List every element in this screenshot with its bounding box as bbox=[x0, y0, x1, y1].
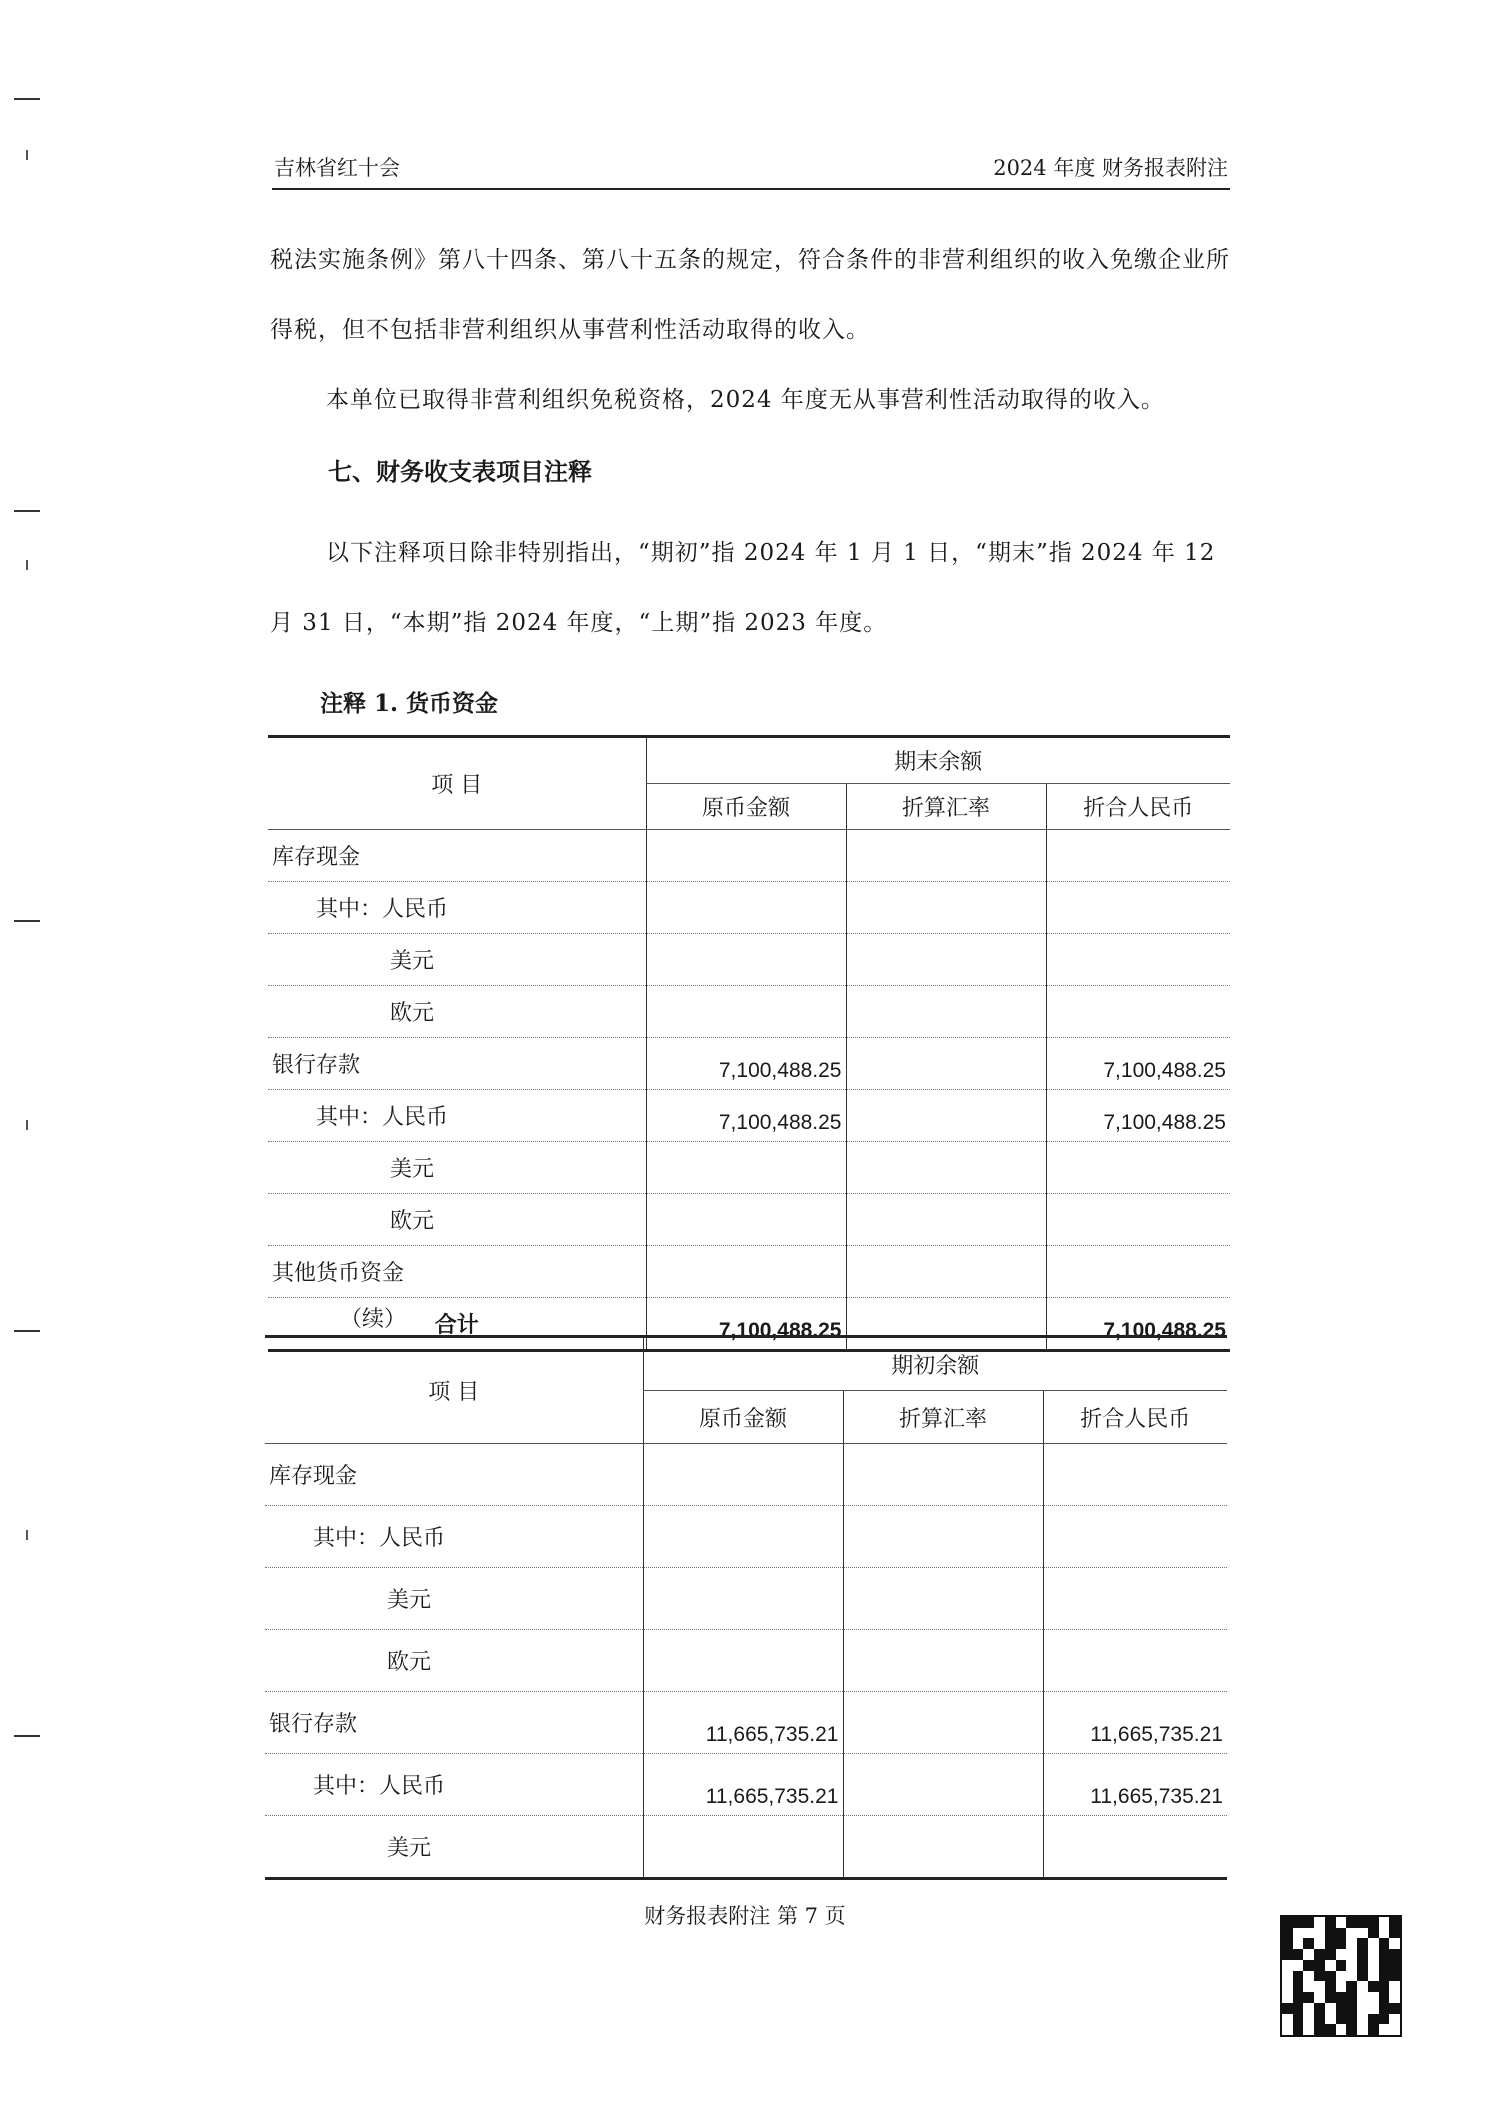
qr-module bbox=[1379, 2024, 1390, 2035]
page-header bbox=[272, 150, 1230, 190]
qr-module bbox=[1379, 1928, 1390, 1939]
qr-module bbox=[1389, 1938, 1400, 1949]
row-label: 美元 bbox=[265, 1816, 643, 1879]
cell-rmb bbox=[1046, 830, 1230, 882]
cell-rate bbox=[846, 934, 1046, 986]
qr-module bbox=[1379, 1960, 1390, 1971]
cell-rmb bbox=[1043, 1568, 1227, 1630]
qr-module bbox=[1282, 1971, 1293, 1982]
margin-mark bbox=[14, 920, 40, 922]
qr-module bbox=[1303, 1981, 1314, 1992]
qr-module bbox=[1357, 1992, 1368, 2003]
cell-rmb bbox=[1046, 986, 1230, 1038]
qr-module bbox=[1293, 1992, 1304, 2003]
margin-mark bbox=[14, 510, 40, 512]
qr-module bbox=[1389, 2024, 1400, 2035]
col-header-orig: 原币金额 bbox=[643, 1391, 843, 1444]
qr-module bbox=[1293, 2024, 1304, 2035]
table-row bbox=[268, 1194, 1230, 1246]
qr-module bbox=[1357, 1938, 1368, 1949]
qr-module bbox=[1389, 1960, 1400, 1971]
qr-module bbox=[1325, 1917, 1336, 1928]
cell-orig bbox=[643, 1506, 843, 1568]
qr-module bbox=[1293, 2014, 1304, 2025]
qr-module bbox=[1379, 1949, 1390, 1960]
cell-orig bbox=[646, 830, 846, 882]
qr-module bbox=[1303, 2003, 1314, 2014]
qr-module bbox=[1314, 1928, 1325, 1939]
col-header-rmb: 折合人民币 bbox=[1043, 1391, 1227, 1444]
qr-module bbox=[1282, 1960, 1293, 1971]
table-caption: 注释 1. 货币资金 bbox=[320, 690, 499, 717]
cell-orig bbox=[643, 1630, 843, 1692]
qr-module bbox=[1346, 1981, 1357, 1992]
margin-mark bbox=[14, 1330, 40, 1332]
qr-module bbox=[1389, 1971, 1400, 1982]
qr-module bbox=[1379, 1938, 1390, 1949]
row-label: 其中：人民币 bbox=[265, 1506, 643, 1568]
qr-module bbox=[1325, 1949, 1336, 1960]
qr-module bbox=[1282, 1938, 1293, 1949]
qr-module bbox=[1314, 1949, 1325, 1960]
col-header-rate: 折算汇率 bbox=[846, 784, 1046, 830]
qr-module bbox=[1336, 1928, 1347, 1939]
cell-orig: 7,100,488.25 bbox=[646, 1090, 846, 1142]
section-title: 七、财务收支表项目注释 bbox=[328, 457, 592, 486]
qr-module bbox=[1368, 2024, 1379, 2035]
row-label: 欧元 bbox=[268, 1194, 646, 1246]
row-label: 银行存款 bbox=[268, 1038, 646, 1090]
continued-label: （续） bbox=[340, 1307, 407, 1332]
qr-module bbox=[1314, 2024, 1325, 2035]
qr-module bbox=[1368, 1949, 1379, 1960]
cell-rmb bbox=[1043, 1444, 1227, 1506]
qr-module bbox=[1282, 1981, 1293, 1992]
qr-module bbox=[1368, 1992, 1379, 2003]
qr-module bbox=[1346, 1992, 1357, 2003]
total-label: 合计 bbox=[268, 1298, 646, 1351]
qr-module bbox=[1379, 1971, 1390, 1982]
row-label: 其他货币资金 bbox=[268, 1246, 646, 1298]
qr-module bbox=[1314, 1938, 1325, 1949]
qr-module bbox=[1282, 1917, 1293, 1928]
cell-rate bbox=[846, 830, 1046, 882]
qr-module bbox=[1368, 1917, 1379, 1928]
qr-module bbox=[1336, 2024, 1347, 2035]
row-label: 其中：人民币 bbox=[268, 882, 646, 934]
table-row bbox=[268, 1038, 1230, 1090]
group-header: 期末余额 bbox=[646, 737, 1230, 784]
qr-module bbox=[1346, 1938, 1357, 1949]
table-row bbox=[268, 986, 1230, 1038]
table-row bbox=[265, 1692, 1227, 1754]
margin-mark bbox=[14, 98, 40, 100]
cell-rmb bbox=[1043, 1506, 1227, 1568]
cell-rate bbox=[846, 1090, 1046, 1142]
cell-orig bbox=[646, 1194, 846, 1246]
qr-module bbox=[1325, 1981, 1336, 1992]
margin-mark bbox=[14, 1735, 40, 1737]
row-label: 美元 bbox=[268, 1142, 646, 1194]
header-report-title: 2024 年度 财务报表附注 bbox=[993, 156, 1228, 180]
cell-orig bbox=[646, 1246, 846, 1298]
cell-orig bbox=[646, 1142, 846, 1194]
qr-module bbox=[1346, 1960, 1357, 1971]
cell-orig bbox=[643, 1568, 843, 1630]
cell-rmb: 11,665,735.21 bbox=[1043, 1692, 1227, 1754]
qr-module bbox=[1336, 1938, 1347, 1949]
qr-module bbox=[1303, 1938, 1314, 1949]
cell-rate bbox=[846, 986, 1046, 1038]
cell-rmb bbox=[1046, 934, 1230, 986]
qr-module bbox=[1346, 1928, 1357, 1939]
total-rmb: 7,100,488.25 bbox=[1046, 1298, 1230, 1351]
qr-module bbox=[1389, 2014, 1400, 2025]
paragraph-period-definitions: 以下注释项日除非特别指出，“期初”指 2024 年 1 月 1 日，“期末”指 2024 年 12 月 31 日，“本期”指 2024 年度，“上期”指 2023 年度。 bbox=[270, 540, 1216, 636]
row-label: 美元 bbox=[265, 1568, 643, 1630]
table-header-row bbox=[265, 1337, 1227, 1391]
qr-module bbox=[1368, 1960, 1379, 1971]
cell-rate bbox=[846, 882, 1046, 934]
qr-module bbox=[1314, 1971, 1325, 1982]
col-item-header: 项 目 bbox=[268, 737, 646, 830]
table-row bbox=[265, 1816, 1227, 1879]
qr-module bbox=[1293, 1981, 1304, 1992]
qr-module bbox=[1357, 2014, 1368, 2025]
margin-tick bbox=[26, 150, 28, 160]
group-header: 期初余额 bbox=[643, 1337, 1227, 1391]
table-row bbox=[268, 882, 1230, 934]
table-header-row bbox=[268, 737, 1230, 784]
cell-rate bbox=[843, 1816, 1043, 1879]
qr-module bbox=[1303, 1960, 1314, 1971]
qr-module bbox=[1303, 1917, 1314, 1928]
cell-orig bbox=[643, 1444, 843, 1506]
qr-module bbox=[1357, 2003, 1368, 2014]
qr-module bbox=[1314, 2003, 1325, 2014]
table-row bbox=[265, 1754, 1227, 1816]
cell-orig bbox=[646, 986, 846, 1038]
table-row bbox=[265, 1630, 1227, 1692]
qr-module bbox=[1325, 2003, 1336, 2014]
row-label: 其中：人民币 bbox=[268, 1090, 646, 1142]
cell-orig bbox=[646, 934, 846, 986]
qr-module bbox=[1282, 2014, 1293, 2025]
qr-module bbox=[1379, 2003, 1390, 2014]
qr-module bbox=[1368, 1981, 1379, 1992]
margin-tick bbox=[26, 1530, 28, 1540]
qr-module bbox=[1303, 1992, 1314, 2003]
qr-module bbox=[1357, 1981, 1368, 1992]
cell-rate bbox=[846, 1246, 1046, 1298]
cell-rmb bbox=[1046, 1194, 1230, 1246]
qr-module bbox=[1336, 1992, 1347, 2003]
cell-rmb bbox=[1043, 1816, 1227, 1879]
qr-module bbox=[1293, 1928, 1304, 1939]
qr-module bbox=[1336, 1949, 1347, 1960]
qr-module bbox=[1282, 1949, 1293, 1960]
qr-module bbox=[1379, 1917, 1390, 1928]
qr-module bbox=[1357, 2024, 1368, 2035]
qr-module bbox=[1389, 2003, 1400, 2014]
qr-module bbox=[1325, 1938, 1336, 1949]
qr-module bbox=[1357, 1960, 1368, 1971]
cell-rate bbox=[843, 1630, 1043, 1692]
qr-module bbox=[1293, 1971, 1304, 1982]
qr-module bbox=[1368, 2003, 1379, 2014]
cell-rate bbox=[843, 1754, 1043, 1816]
qr-module bbox=[1325, 1971, 1336, 1982]
row-label: 其中：人民币 bbox=[265, 1754, 643, 1816]
table-row bbox=[265, 1506, 1227, 1568]
qr-module bbox=[1389, 1917, 1400, 1928]
col-header-rmb: 折合人民币 bbox=[1046, 784, 1230, 830]
cell-orig: 11,665,735.21 bbox=[643, 1692, 843, 1754]
qr-module bbox=[1379, 1981, 1390, 1992]
table-row bbox=[268, 1090, 1230, 1142]
cell-rate bbox=[843, 1568, 1043, 1630]
cell-orig bbox=[646, 882, 846, 934]
row-label: 欧元 bbox=[268, 986, 646, 1038]
table-row bbox=[268, 1142, 1230, 1194]
qr-module bbox=[1357, 1949, 1368, 1960]
qr-module bbox=[1389, 1949, 1400, 1960]
qr-module bbox=[1346, 1971, 1357, 1982]
qr-module bbox=[1293, 2003, 1304, 2014]
qr-module bbox=[1346, 1949, 1357, 1960]
cell-rate bbox=[846, 1142, 1046, 1194]
cell-rmb: 7,100,488.25 bbox=[1046, 1090, 1230, 1142]
cell-rate bbox=[843, 1444, 1043, 1506]
qr-module bbox=[1314, 2014, 1325, 2025]
qr-module bbox=[1368, 1928, 1379, 1939]
page-footer: 财务报表附注 第 7 页 bbox=[644, 1904, 846, 1928]
margin-tick bbox=[26, 560, 28, 570]
table-row bbox=[268, 830, 1230, 882]
qr-module bbox=[1336, 1960, 1347, 1971]
cell-orig bbox=[643, 1816, 843, 1879]
row-label: 欧元 bbox=[265, 1630, 643, 1692]
monetary-funds-table-end bbox=[268, 735, 1230, 1352]
qr-module bbox=[1336, 1917, 1347, 1928]
cell-rmb bbox=[1046, 882, 1230, 934]
row-label: 银行存款 bbox=[265, 1692, 643, 1754]
col-item-header: 项 目 bbox=[265, 1337, 643, 1444]
qr-module bbox=[1303, 1971, 1314, 1982]
qr-module bbox=[1303, 1928, 1314, 1939]
paragraph-tax-exempt: 本单位已取得非营利组织免税资格，2024 年度无从事营利性活动取得的收入。 bbox=[326, 387, 1165, 413]
qr-module bbox=[1293, 1960, 1304, 1971]
qr-module bbox=[1282, 1928, 1293, 1939]
qr-module bbox=[1368, 2014, 1379, 2025]
qr-module bbox=[1303, 2024, 1314, 2035]
qr-module bbox=[1357, 1928, 1368, 1939]
header-org: 吉林省红十会 bbox=[274, 156, 400, 180]
monetary-funds-table-begin bbox=[265, 1335, 1227, 1880]
row-label: 库存现金 bbox=[265, 1444, 643, 1506]
qr-module bbox=[1314, 1992, 1325, 2003]
qr-code-icon bbox=[1280, 1915, 1402, 2037]
paragraph-tax-law: 税法实施条例》第八十四条、第八十五条的规定，符合条件的非营利组织的收入免缴企业所得税，但不包括非营利组织从事营利性活动取得的收入。 bbox=[270, 247, 1230, 343]
qr-module bbox=[1314, 1960, 1325, 1971]
cell-rate bbox=[843, 1506, 1043, 1568]
row-label: 库存现金 bbox=[268, 830, 646, 882]
qr-module bbox=[1303, 1949, 1314, 1960]
qr-module bbox=[1325, 1960, 1336, 1971]
total-orig: 7,100,488.25 bbox=[646, 1298, 846, 1351]
qr-module bbox=[1346, 2003, 1357, 2014]
cell-rate bbox=[846, 1038, 1046, 1090]
qr-module bbox=[1325, 2024, 1336, 2035]
qr-module bbox=[1357, 1971, 1368, 1982]
qr-module bbox=[1314, 1917, 1325, 1928]
qr-module bbox=[1325, 2014, 1336, 2025]
qr-module bbox=[1389, 1928, 1400, 1939]
qr-module bbox=[1325, 1992, 1336, 2003]
qr-module bbox=[1368, 1938, 1379, 1949]
cell-rmb: 7,100,488.25 bbox=[1046, 1038, 1230, 1090]
table-row bbox=[268, 1246, 1230, 1298]
cell-rmb bbox=[1046, 1246, 1230, 1298]
qr-module bbox=[1336, 2014, 1347, 2025]
table-row bbox=[268, 934, 1230, 986]
cell-rate bbox=[843, 1692, 1043, 1754]
qr-module bbox=[1389, 1981, 1400, 1992]
qr-module bbox=[1303, 2014, 1314, 2025]
qr-module bbox=[1293, 1938, 1304, 1949]
table-row bbox=[265, 1568, 1227, 1630]
cell-orig: 7,100,488.25 bbox=[646, 1038, 846, 1090]
cell-rmb bbox=[1046, 1142, 1230, 1194]
qr-module bbox=[1336, 2003, 1347, 2014]
margin-tick bbox=[26, 1120, 28, 1130]
cell-rate bbox=[846, 1194, 1046, 1246]
table-row bbox=[265, 1444, 1227, 1506]
cell-rmb: 11,665,735.21 bbox=[1043, 1754, 1227, 1816]
qr-module bbox=[1379, 1992, 1390, 2003]
qr-module bbox=[1336, 1981, 1347, 1992]
qr-module bbox=[1357, 1917, 1368, 1928]
qr-module bbox=[1325, 1928, 1336, 1939]
qr-module bbox=[1293, 1949, 1304, 1960]
cell-orig: 11,665,735.21 bbox=[643, 1754, 843, 1816]
qr-module bbox=[1389, 1992, 1400, 2003]
col-header-rate: 折算汇率 bbox=[843, 1391, 1043, 1444]
qr-module bbox=[1314, 1981, 1325, 1992]
qr-module bbox=[1346, 2024, 1357, 2035]
qr-module bbox=[1336, 1971, 1347, 1982]
qr-module bbox=[1282, 1992, 1293, 2003]
qr-module bbox=[1282, 2024, 1293, 2035]
qr-module bbox=[1346, 2014, 1357, 2025]
qr-module bbox=[1379, 2014, 1390, 2025]
row-label: 美元 bbox=[268, 934, 646, 986]
qr-module bbox=[1368, 1971, 1379, 1982]
qr-module bbox=[1293, 1917, 1304, 1928]
qr-module bbox=[1346, 1917, 1357, 1928]
cell-rmb bbox=[1043, 1630, 1227, 1692]
qr-module bbox=[1282, 2003, 1293, 2014]
col-header-orig: 原币金额 bbox=[646, 784, 846, 830]
